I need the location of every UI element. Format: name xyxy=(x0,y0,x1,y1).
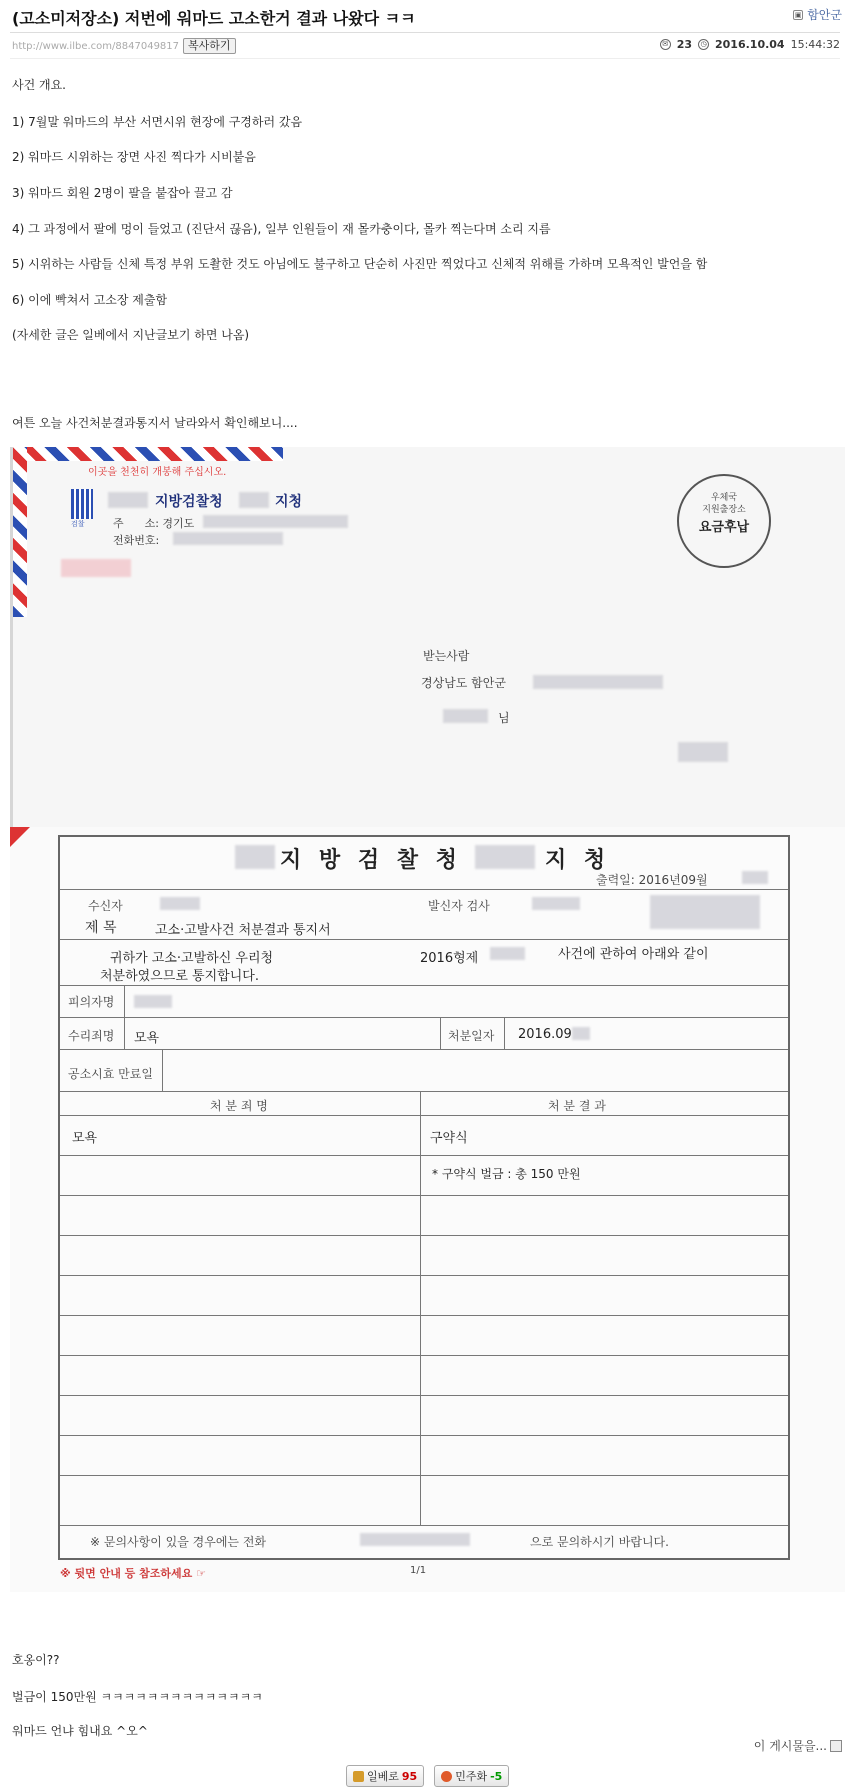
notice-text: 처분하였으므로 통지합니다. xyxy=(100,969,259,984)
row-result: 구약식 xyxy=(430,1131,468,1146)
page-number: 1/1 xyxy=(410,1565,427,1576)
post-time: 15:44:32 xyxy=(790,38,840,51)
form-branch: 지 청 xyxy=(545,848,611,873)
redacted xyxy=(360,1533,470,1546)
envelope-address: 주 소: 경기도 xyxy=(113,517,195,530)
redacted xyxy=(160,897,200,910)
body-line: 여튼 오늘 사건처분결과통지서 날라와서 확인해보니.... xyxy=(12,416,298,430)
body-line: 워마드 언냐 힘내요 ^오^ xyxy=(12,1724,148,1738)
print-date: 출력일: 2016년09월 xyxy=(596,873,708,887)
row-charge: 모욕 xyxy=(72,1131,98,1146)
statute-label: 공소시효 만료일 xyxy=(68,1067,153,1081)
prosecution-logo-icon xyxy=(71,489,93,519)
disposition-date-label: 처분일자 xyxy=(448,1029,495,1043)
postage-stamp xyxy=(677,474,771,568)
post-date: 2016.10.04 xyxy=(715,38,785,51)
post-meta xyxy=(660,38,840,51)
envelope-corner xyxy=(10,827,30,847)
airmail-stripe xyxy=(13,447,27,617)
body-line: 5) 시위하는 사람들 신체 특정 부위 도촬한 것도 아님에도 불구하고 단순히 사진만 찍었다고 신체적 위해를 가하며 모욕적인 발언을 함 xyxy=(12,257,708,271)
body-line: 2) 워마드 시위하는 장면 사진 찍다가 시비붙음 xyxy=(12,150,256,164)
notice-form xyxy=(58,835,790,1560)
col-result-header: 처 분 결 과 xyxy=(548,1099,606,1113)
disposition-date: 2016.09 xyxy=(518,1027,572,1042)
redacted xyxy=(678,742,728,762)
redacted xyxy=(239,492,269,508)
contact-text: 으로 문의하시기 바랍니다. xyxy=(530,1535,669,1549)
post-title: (고소미저장소) 저번에 워마드 고소한거 결과 나왔다 ㅋㅋ xyxy=(12,9,416,28)
case-number: 2016형제 xyxy=(420,951,479,966)
body-line: 4) 그 과정에서 팔에 멍이 들었고 (진단서 끊음), 일부 인원들이 재 몰카충이다, 몰카 찍는다며 소리 지름 xyxy=(12,222,551,236)
thumbs-down-icon xyxy=(441,1771,452,1782)
like-label: 일베로 xyxy=(367,1770,399,1783)
dislike-button[interactable] xyxy=(434,1765,509,1787)
body-line: 벌금이 150만원 ㅋㅋㅋㅋㅋㅋㅋㅋㅋㅋㅋㅋㅋㅋ xyxy=(12,1690,263,1704)
clock-icon: ◷ xyxy=(698,39,709,50)
comment-icon: ✉ xyxy=(660,39,671,50)
redacted xyxy=(650,895,760,929)
copy-button[interactable]: 복사하기 xyxy=(183,38,236,54)
like-count: 95 xyxy=(401,1769,418,1783)
recipient-label: 수신자 xyxy=(88,899,123,913)
charge-label: 수리죄명 xyxy=(68,1029,115,1043)
user-icon: ▣ xyxy=(794,10,802,19)
redacted xyxy=(134,995,172,1008)
airmail-stripe xyxy=(13,447,283,461)
subject-label: 제 목 xyxy=(85,920,117,936)
body-line: 3) 워마드 회원 2명이 팔을 붙잡아 끌고 감 xyxy=(12,186,233,200)
envelope-branch: 지청 xyxy=(275,494,303,510)
post-url-bar xyxy=(12,38,236,54)
back-note: ※ 뒷면 안내 등 참조하세요 ☞ xyxy=(60,1567,206,1580)
document-image xyxy=(10,447,845,1592)
stamp-mid: 지원출장소 xyxy=(702,505,746,515)
post-actions-menu[interactable] xyxy=(754,1737,842,1754)
recipient-honorific: 님 xyxy=(498,711,510,725)
suspect-label: 피의자명 xyxy=(68,995,115,1009)
dislike-count: -5 xyxy=(490,1769,503,1783)
redacted xyxy=(173,532,283,545)
redacted xyxy=(203,515,348,528)
form-org: 지 방 검 찰 청 xyxy=(280,848,462,873)
recipient-label: 받는사람 xyxy=(423,649,470,663)
author-name[interactable]: 함안군 xyxy=(807,8,842,22)
body-line: 6) 이에 빡쳐서 고소장 제출함 xyxy=(12,293,168,307)
col-charge-header: 처 분 죄 명 xyxy=(210,1099,268,1113)
comment-count: 23 xyxy=(676,38,692,51)
like-button[interactable] xyxy=(346,1765,424,1787)
redacted xyxy=(443,709,488,723)
charge: 모욕 xyxy=(134,1031,160,1046)
menu-icon[interactable] xyxy=(830,1740,842,1752)
subject: 고소·고발사건 처분결과 통지서 xyxy=(155,923,331,938)
dislike-label: 민주화 xyxy=(455,1770,488,1783)
stamp-top: 우체국 xyxy=(710,493,738,503)
more-label[interactable]: 이 게시물을... xyxy=(753,1739,827,1753)
envelope xyxy=(10,447,845,827)
envelope-org: 지방검찰청 xyxy=(155,494,223,510)
notice-text: 귀하가 고소·고발하신 우리청 xyxy=(110,951,274,966)
thumbs-up-icon xyxy=(353,1771,364,1782)
redacted xyxy=(572,1027,590,1040)
logo-caption: 검찰 xyxy=(71,520,85,528)
redacted xyxy=(532,897,580,910)
body-line: (자세한 글은 일베에서 지난글보기 하면 나옴) xyxy=(12,328,250,342)
body-line: 1) 7월말 워마드의 부산 서면시위 현장에 구경하러 갔음 xyxy=(12,115,303,129)
redacted xyxy=(533,675,663,689)
redacted xyxy=(742,871,768,884)
row-fine: * 구약식 벌금 : 총 150 만원 xyxy=(432,1167,581,1181)
body-line: 사건 개요. xyxy=(12,78,66,92)
redacted xyxy=(490,947,525,960)
contact-text: ※ 문의사항이 있을 경우에는 전화 xyxy=(90,1535,267,1549)
redacted xyxy=(61,559,131,577)
post-url[interactable]: http://www.ilbe.com/8847049817 xyxy=(12,40,180,52)
redacted xyxy=(235,845,275,869)
body-line: 호옹이?? xyxy=(12,1653,60,1667)
recipient-address: 경상남도 함안군 xyxy=(421,676,506,690)
author[interactable] xyxy=(793,6,842,23)
notice-text: 사건에 관하여 아래와 같이 xyxy=(558,947,709,962)
redacted xyxy=(475,845,535,869)
envelope-note: 이곳을 천천히 개봉해 주십시오. xyxy=(88,467,227,478)
vote-buttons xyxy=(346,1765,509,1787)
divider xyxy=(10,58,840,59)
envelope-phone: 전화번호: xyxy=(113,534,160,547)
sender-label: 발신자 검사 xyxy=(428,899,490,913)
divider xyxy=(10,32,840,33)
redacted xyxy=(108,492,148,508)
stamp-main: 요금후납 xyxy=(698,520,750,535)
